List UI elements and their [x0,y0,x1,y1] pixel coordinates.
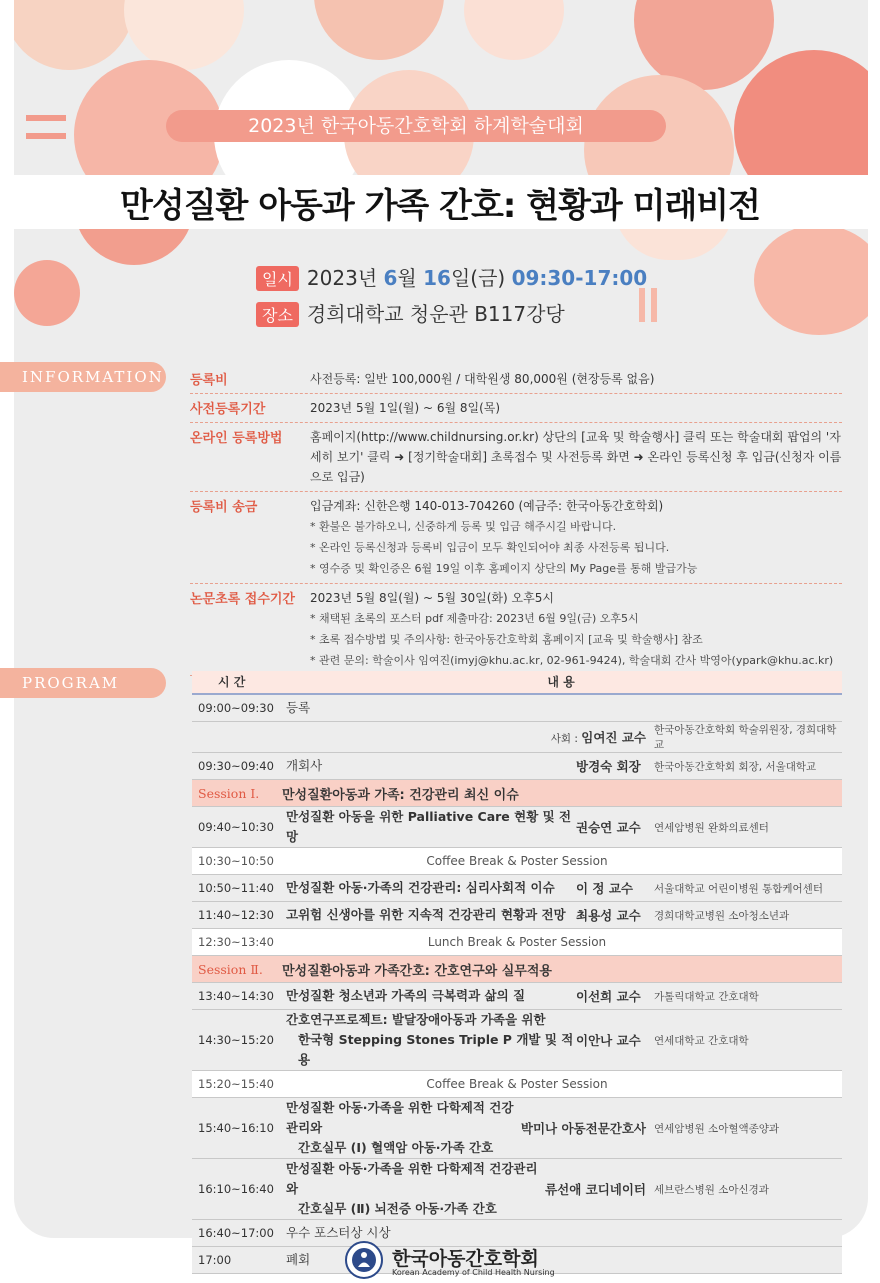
info-label: 등록비 [190,373,228,388]
program-speaker [576,1031,654,1049]
program-speaker [576,818,654,836]
speaker-name: 방경숙 회장 [576,759,641,774]
event-place [256,298,565,327]
speaker-name: 박미나 아동전문간호사 [520,1121,646,1136]
date-day-unit: 일(금) [450,266,512,290]
program-speaker [551,728,646,746]
society-logo-icon [345,1241,383,1279]
program-affiliation: 세브란스병원 소아신경과 [654,1183,769,1196]
info-value-text: 사전등록: 일반 100,000원 / 대학원생 80,000원 (현장등록 없음) [310,372,655,386]
footer-society-en: Korean Academy of Child Health Nursing [392,1268,555,1277]
program-topic-line: 만성질환 아동을 위한 Palliative Care 현황 및 전망 [286,809,572,844]
info-row [190,394,842,423]
speaker-name: 권승연 교수 [576,820,641,835]
info-row [190,492,842,584]
footer-society-name: 한국아동간호학회 [392,1248,539,1270]
program-row [192,902,842,929]
info-label: 등록비 송금 [190,500,258,515]
program-time: 11:40~12:30 [198,908,274,922]
program-time: 10:50~11:40 [198,881,274,895]
program-topic-line: 고위험 신생아를 위한 지속적 건강관리 현황과 전망 [286,907,566,922]
speaker-name: 류선애 코디네이터 [545,1182,646,1197]
program-topic [286,1098,521,1158]
program-topic [286,698,842,718]
program-topic [286,1159,545,1219]
program-table [192,671,842,1274]
program-row [192,695,842,722]
info-table [190,365,842,676]
program-row [192,807,842,848]
decor-circle [14,260,80,326]
info-value-text: 2023년 5월 1일(월) ~ 6월 8일(목) [310,401,501,415]
program-row [192,1098,842,1159]
info-label: 사전등록기간 [190,402,266,417]
program-topic [286,878,576,898]
info-value [310,496,842,579]
program-speaker [576,906,654,924]
session-name: Session Ⅰ. [198,785,260,801]
speaker-prefix: 사회 : [550,733,582,745]
program-speaker [576,987,654,1005]
program-row [192,722,842,753]
speaker-name: 임여진 교수 [581,730,646,745]
event-banner: 2023년 한국아동간호학회 하계학술대회 [166,110,666,142]
program-affiliation: 서울대학교 어린이병원 통합케어센터 [654,882,823,895]
program-speaker [521,1119,646,1137]
section-information: INFORMATION [0,362,166,392]
page-title: 만성질환 아동과 가족 간호: 현황과 미래비전 [120,186,760,226]
program-affiliation: 연세암병원 소아혈액종양과 [654,1122,780,1135]
speaker-name: 이 정 교수 [576,881,634,896]
session-topic: 만성질환아동과 가족: 건강관리 최신 이슈 [282,787,519,803]
info-row [190,423,842,492]
program-time: 10:30~10:50 [198,854,274,868]
program-time: 15:20~15:40 [198,1077,274,1091]
program-speaker [576,879,654,897]
program-time: 09:00~09:30 [198,701,274,715]
program-speaker [576,757,654,775]
info-value [310,369,842,389]
program-row [192,983,842,1010]
program-affiliation: 연세대학교 간호대학 [654,1034,749,1047]
info-note: * 초록 접수방법 및 주의사항: 한국아동간호학회 홈페이지 [교육 및 학술행사] 참조 [310,633,703,646]
section-program: PROGRAM [0,668,166,698]
program-affiliation: 한국아동간호학회 회장, 서울대학교 [654,760,817,773]
date-time: 09:30-17:00 [511,266,648,290]
program-affiliation: 가톨릭대학교 간호대학 [654,990,759,1003]
place-text: 경희대학교 청운관 B117강당 [306,302,565,326]
program-topic-line: 만성질환 아동·가족을 위한 다학제적 건강관리와 [286,1100,514,1135]
program-topic-line: 우수 포스터상 시상 [286,1225,391,1240]
program-row [192,875,842,902]
info-value [310,398,842,418]
header-time: 시 간 [218,675,246,689]
decor-circle [314,0,444,60]
info-note: * 영수증 및 확인증은 6월 19일 이후 홈페이지 상단의 My Page를 통해 발급가능 [310,562,698,575]
event-date [256,262,647,291]
program-time: 12:30~13:40 [198,935,274,949]
date-month-unit: 월 [397,266,424,290]
info-value [310,427,842,487]
break-label: Coffee Break & Poster Session [426,1077,608,1091]
date-year: 2023년 [306,266,384,290]
program-topic-line2: 한국형 Stepping Stones Triple P 개발 및 적용 [298,1032,574,1067]
program-topic-line2: 간호실무 (Ⅰ) 혈액암 아동·가족 간호 [298,1140,494,1155]
info-label: 논문초록 접수기간 [190,592,295,607]
program-topic-line2: 간호실무 (Ⅱ) 뇌전증 아동·가족 간호 [298,1201,497,1216]
place-tag: 장소 [256,302,299,327]
session-topic: 만성질환아동과 가족간호: 간호연구와 실무적용 [282,963,552,979]
program-time: 14:30~15:20 [198,1033,274,1047]
program-topic-line: 만성질환 아동·가족을 위한 다학제적 건강관리와 [286,1161,538,1196]
program-header [192,671,842,695]
program-row [192,1010,842,1071]
info-value-text: 입금계좌: 신한은행 140-013-704260 (예금주: 한국아동간호학회) [310,499,664,513]
program-topic-line: 간호연구프로젝트: 발달장애아동과 가족을 위한 [286,1012,546,1027]
info-value [310,588,842,671]
program-topic [286,756,576,776]
speaker-name: 최용성 교수 [576,908,641,923]
program-time: 09:40~10:30 [198,820,274,834]
date-month: 6 [383,266,398,290]
decor-circle [14,0,134,70]
break-row [192,1071,842,1098]
program-topic [286,807,576,847]
break-label: Lunch Break & Poster Session [427,935,607,949]
program-time: 15:40~16:10 [198,1121,274,1135]
program-row [192,1220,842,1247]
program-time: 16:10~16:40 [198,1182,274,1196]
program-time: 13:40~14:30 [198,989,274,1003]
break-label: Coffee Break & Poster Session [426,854,608,868]
program-topic [286,905,576,925]
info-value-text: 2023년 5월 8일(월) ~ 5월 30일(화) 오후5시 [310,591,554,605]
info-note: * 온라인 등록신청과 등록비 입금이 모두 확인되어야 최종 사전등록 됩니다. [310,541,670,554]
logo-emblem-icon [347,1243,381,1277]
decor-lines [26,115,66,121]
session-row [192,780,842,807]
decor-bars [639,288,645,322]
info-note: * 채택된 초록의 포스터 pdf 제출마감: 2023년 6월 9일(금) 오후5시 [310,612,639,625]
speaker-name: 이안나 교수 [576,1033,641,1048]
break-row [192,929,842,956]
decor-circle [464,0,564,60]
program-affiliation: 연세암병원 완화의료센터 [654,821,769,834]
session-row [192,956,842,983]
program-row [192,1159,842,1220]
program-time: 16:40~17:00 [198,1226,274,1240]
program-time: 17:00 [198,1253,232,1267]
program-speaker [545,1180,646,1198]
program-affiliation: 한국아동간호학회 학술위원장, 경희대학교 [654,724,837,751]
session-name: Session Ⅱ. [198,961,263,977]
program-topic-line: 폐회 [286,1252,311,1267]
date-day: 16 [423,266,451,290]
speaker-name: 이선희 교수 [576,989,641,1004]
date-tag: 일시 [256,266,299,291]
program-topic [286,1223,842,1243]
program-topic [286,1010,576,1070]
program-topic-line: 개회사 [286,758,323,773]
info-note: * 관련 문의: 학술이사 임여진(imyj@khu.ac.kr, 02-961-9424), 학술대회 간사 박영아(ypark@khu.ac.kr) [310,654,834,667]
program-row [192,753,842,780]
program-topic-line: 만성질환 청소년과 가족의 극복력과 삶의 질 [286,988,526,1003]
program-affiliation: 경희대학교병원 소아청소년과 [654,909,790,922]
info-row [190,365,842,394]
break-row [192,848,842,875]
decor-circle [754,225,868,335]
info-note: * 환불은 불가하오니, 신중하게 등록 및 입금 해주시길 바랍니다. [310,520,617,533]
info-row [190,584,842,676]
program-time: 09:30~09:40 [198,759,274,773]
program-topic-line: 만성질환 아동·가족의 건강관리: 심리사회적 이슈 [286,880,555,895]
program-topic [286,986,576,1006]
header-content: 내 용 [547,675,575,689]
info-label: 온라인 등록방법 [190,431,283,446]
info-value-text: 홈페이지(http://www.childnursing.or.kr) 상단의 [교육 및 학술행사] 클릭 또는 학술대회 팝업의 '자세히 보기' 클릭 ➜ [정기학술대회] 초록접수 및 사전등록 화면 ➜ 온라인 등록신청 후 입금(신청자 이름으로 입금) [310,430,842,484]
program-topic-line: 등록 [286,700,311,715]
